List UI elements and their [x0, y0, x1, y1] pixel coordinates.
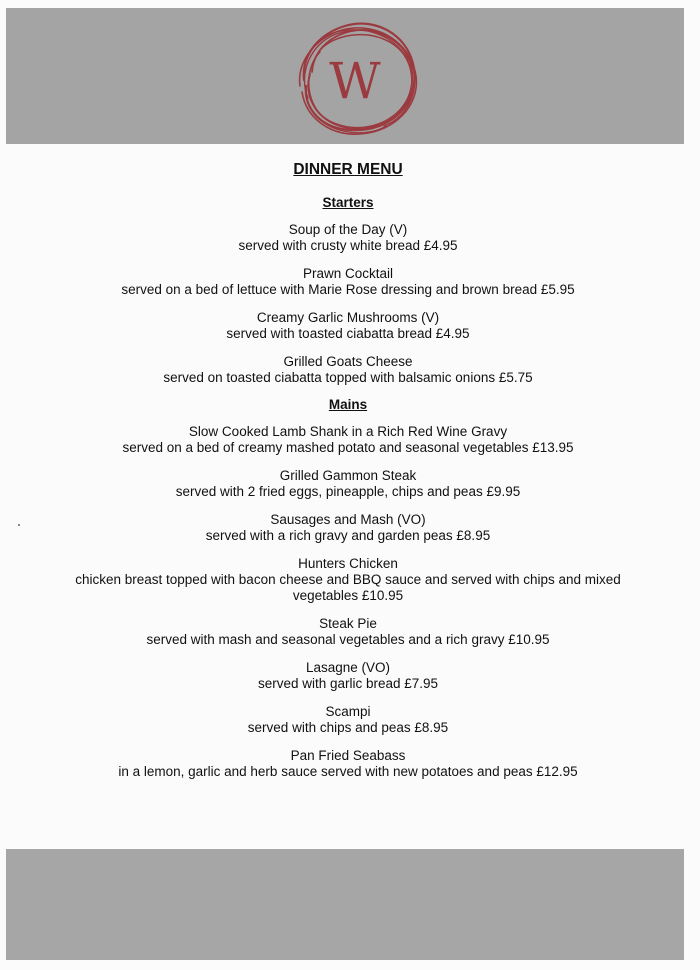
- menu-item-description: served with toasted ciabatta bread £4.95: [226, 326, 470, 341]
- paper-speck: [18, 524, 20, 526]
- menu-item-description: chicken breast topped with bacon cheese and BBQ sauce and served with chips and mixed vegetables £10.95: [75, 572, 621, 603]
- menu-item-description: served on a bed of lettuce with Marie Rose dressing and brown bread £5.95: [121, 282, 575, 297]
- section-heading-starters: Starters: [322, 195, 374, 210]
- w-logo-circle-icon: [286, 14, 424, 138]
- footer-band: [6, 849, 684, 960]
- menu-item-description: served on a bed of creamy mashed potato and seasonal vegetables £13.95: [122, 440, 574, 455]
- menu-item-name: Grilled Gammon Steak: [279, 468, 417, 483]
- menu-item-name: Slow Cooked Lamb Shank in a Rich Red Wine Gravy: [188, 424, 508, 439]
- menu-item: [0, 266, 696, 298]
- menu-title: DINNER MENU: [293, 161, 403, 178]
- menu-item: [0, 704, 696, 736]
- menu-item: [0, 616, 696, 648]
- menu-item-description: in a lemon, garlic and herb sauce served with new potatoes and peas £12.95: [118, 764, 578, 779]
- menu-item-name: Grilled Goats Cheese: [283, 354, 413, 369]
- menu-item: [0, 310, 696, 342]
- menu-item: [0, 354, 696, 386]
- menu-item-name: Lasagne (VO): [305, 660, 391, 675]
- menu-item-name: Creamy Garlic Mushrooms (V): [256, 310, 440, 325]
- menu-item-name: Pan Fried Seabass: [290, 748, 406, 763]
- menu-item-name: Soup of the Day (V): [288, 222, 408, 237]
- menu-item-name: Prawn Cocktail: [302, 266, 394, 281]
- menu-item: [0, 222, 696, 254]
- menu-item: [0, 468, 696, 500]
- menu-item-name: Hunters Chicken: [298, 556, 398, 571]
- menu-item-description: served with 2 fried eggs, pineapple, chips and peas £9.95: [175, 484, 521, 499]
- menu-item-name: Sausages and Mash (VO): [270, 512, 426, 527]
- menu-item-description: served with a rich gravy and garden peas £8.95: [205, 528, 491, 543]
- menu-item: [0, 660, 696, 692]
- menu-item-description: served on toasted ciabatta topped with balsamic onions £5.75: [163, 370, 533, 385]
- logo-letter: W: [329, 52, 381, 110]
- menu-item: [0, 424, 696, 456]
- menu-item: [0, 556, 696, 604]
- menu-item-name: Steak Pie: [319, 616, 377, 631]
- menu-item: [0, 512, 696, 544]
- menu-item: [0, 748, 696, 780]
- menu-item-description: served with mash and seasonal vegetables and a rich gravy £10.95: [146, 632, 550, 647]
- menu-item-description: served with crusty white bread £4.95: [238, 238, 458, 253]
- menu-item-description: served with garlic bread £7.95: [257, 676, 439, 691]
- menu-item-name: Scampi: [325, 704, 371, 719]
- menu-item-description: served with chips and peas £8.95: [247, 720, 449, 735]
- section-heading-mains: Mains: [328, 397, 368, 412]
- menu-content: [0, 160, 696, 780]
